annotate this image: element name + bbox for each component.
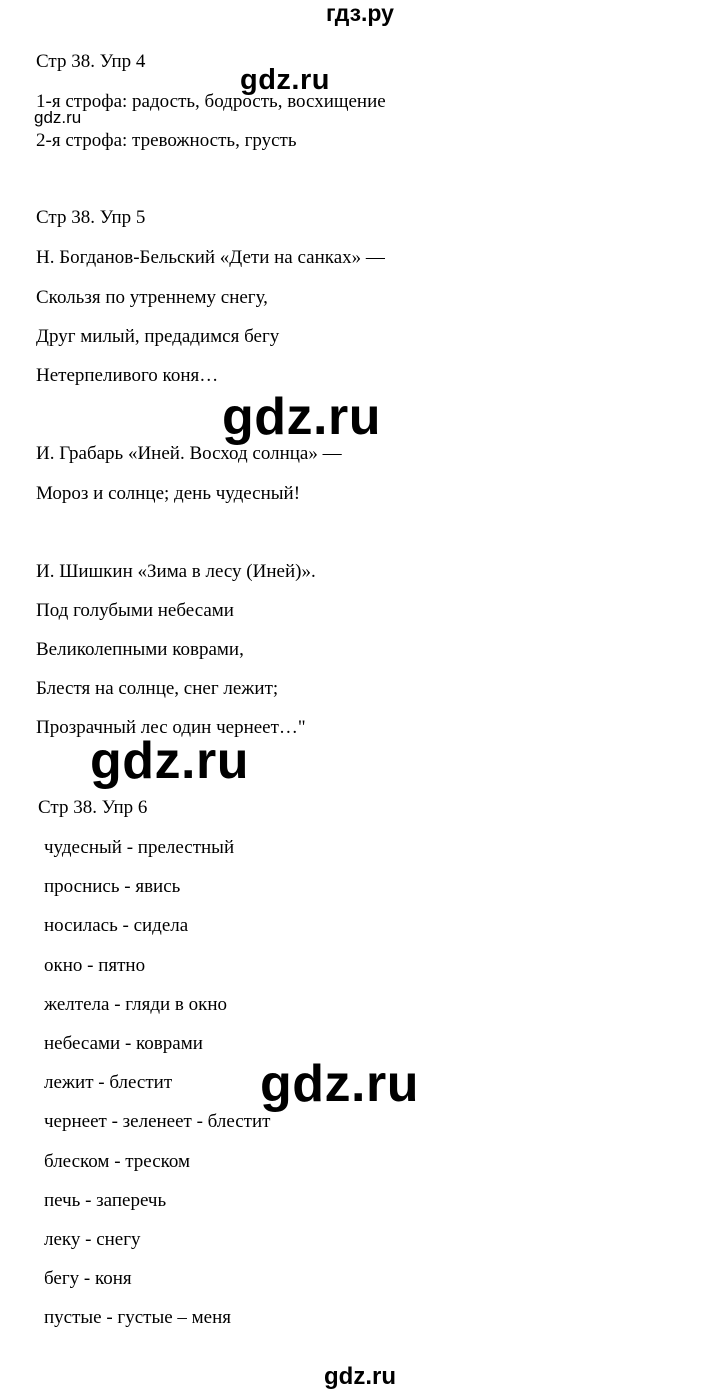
ex6-line: печь - заперечь xyxy=(44,1190,167,1211)
section-title-ex4: Стр 38. Упр 4 xyxy=(36,51,146,72)
ex5-line: Великолепными коврами, xyxy=(36,639,244,660)
ex6-line: пустые - густые – меня xyxy=(44,1307,232,1328)
watermark: gdz.ru xyxy=(34,108,82,127)
section-title-ex6: Стр 38. Упр 6 xyxy=(38,797,148,818)
ex6-line: чернеет - зеленеет - блестит xyxy=(44,1111,271,1132)
ex4-line: 2-я строфа: тревожность, грусть xyxy=(36,130,297,151)
ex5-line: Скользя по утреннему снегу, xyxy=(36,287,268,308)
watermark: gdz.ru xyxy=(90,732,249,790)
ex6-line: блеском - треском xyxy=(44,1151,191,1172)
ex5-line: Блестя на солнце, снег лежит; xyxy=(36,678,279,699)
watermark: gdz.ru xyxy=(240,64,330,96)
ex5-line: Нетерпеливого коня… xyxy=(36,365,219,386)
ex6-line: окно - пятно xyxy=(44,955,146,976)
ex4-line: 1-я строфа: радость, бодрость, восхищение xyxy=(36,91,386,112)
ex6-line: бегу - коня xyxy=(44,1268,132,1289)
ex5-line: И. Шишкин «Зима в лесу (Иней)». xyxy=(36,561,316,582)
section-title-ex5: Стр 38. Упр 5 xyxy=(36,207,146,228)
ex5-line: Под голубыми небесами xyxy=(36,600,234,621)
watermark: gdz.ru xyxy=(260,1055,419,1113)
ex5-line: Друг милый, предадимся бегу xyxy=(36,326,280,347)
footer-watermark: gdz.ru xyxy=(324,1363,396,1390)
ex6-line: леку - снегу xyxy=(44,1229,141,1250)
ex6-line: небесами - коврами xyxy=(44,1033,203,1054)
ex5-line: Мороз и солнце; день чудесный! xyxy=(36,483,301,504)
header-watermark: гдз.ру xyxy=(326,0,394,26)
ex6-line: чудесный - прелестный xyxy=(44,837,235,858)
ex6-line: лежит - блестит xyxy=(44,1072,173,1093)
ex5-line: Прозрачный лес один чернеет…" xyxy=(36,717,306,738)
ex6-line: носилась - сидела xyxy=(44,915,189,936)
ex6-line: проснись - явись xyxy=(44,876,181,897)
ex5-line: И. Грабарь «Иней. Восход солнца» — xyxy=(36,443,342,464)
ex5-line: Н. Богданов-Бельский «Дети на санках» — xyxy=(36,247,385,268)
ex6-line: желтела - гляди в окно xyxy=(44,994,228,1015)
watermark: gdz.ru xyxy=(222,388,381,446)
